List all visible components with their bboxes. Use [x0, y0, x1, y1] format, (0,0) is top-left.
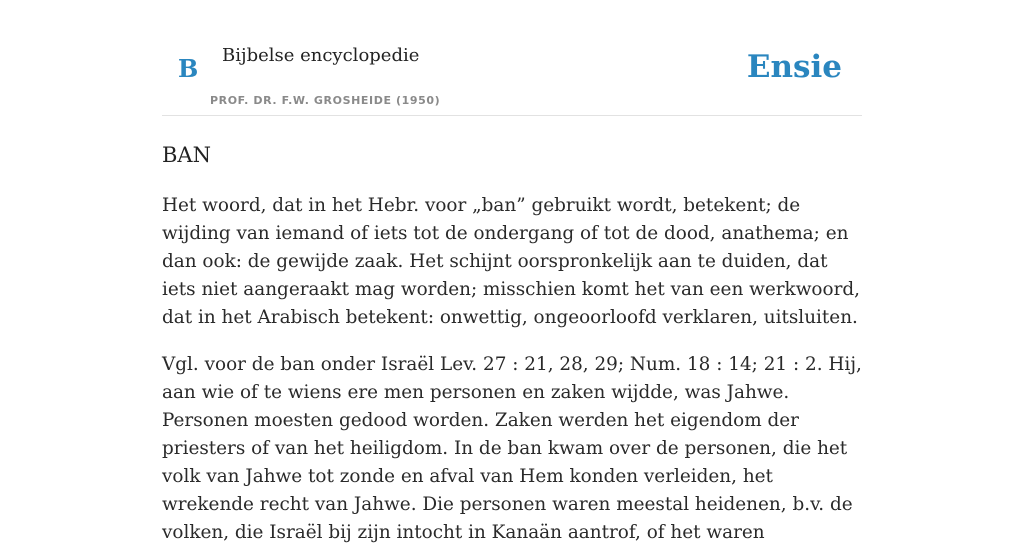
entry-paragraph: Vgl. voor de ban onder Israël Lev. 27 : 21, 28, 29; Num. 18 : 14; 21 : 2. Hij, aan wie of te wiens ere men personen en zaken wijdde, was Jahwe. Personen moesten gedood worden. Zaken werden het eigendom der priesters of van het heiligdom. In de ban kwam over de personen, die het volk van Jahwe tot zonde en afval van Hem konden verleiden, het wrekende recht van Jahwe. Die personen waren meestal heidenen, b.v. de volken, die Israël bij zijn intocht in Kanaän aantrof, of het waren — [162, 354, 862, 543]
ensie-logo-link[interactable]: Ensie — [746, 49, 842, 85]
entry-paragraph: Het woord, dat in het Hebr. voor „ban” gebruikt wordt, betekent; de wijding van iemand of iets tot de ondergang of tot de dood, anathema; en dan ook: de gewijde zaak. Het schijnt oorspronkelijk aan te duiden, dat iets niet aangeraakt mag worden; misschien komt het van een werkwoord, dat in het Arabisch betekent: onwettig, ongeoorloofd verklaren, uitsluiten. — [162, 195, 860, 328]
entry-title: BAN — [162, 143, 211, 167]
letter-index-link[interactable]: B — [178, 54, 199, 83]
article-page — [162, 0, 862, 547]
page-header — [162, 0, 862, 116]
encyclopedia-title-link[interactable]: Bijbelse encyclopedie — [222, 45, 420, 66]
entry-body — [162, 192, 862, 547]
encyclopedia-author: PROF. DR. F.W. GROSHEIDE (1950) — [210, 94, 441, 107]
